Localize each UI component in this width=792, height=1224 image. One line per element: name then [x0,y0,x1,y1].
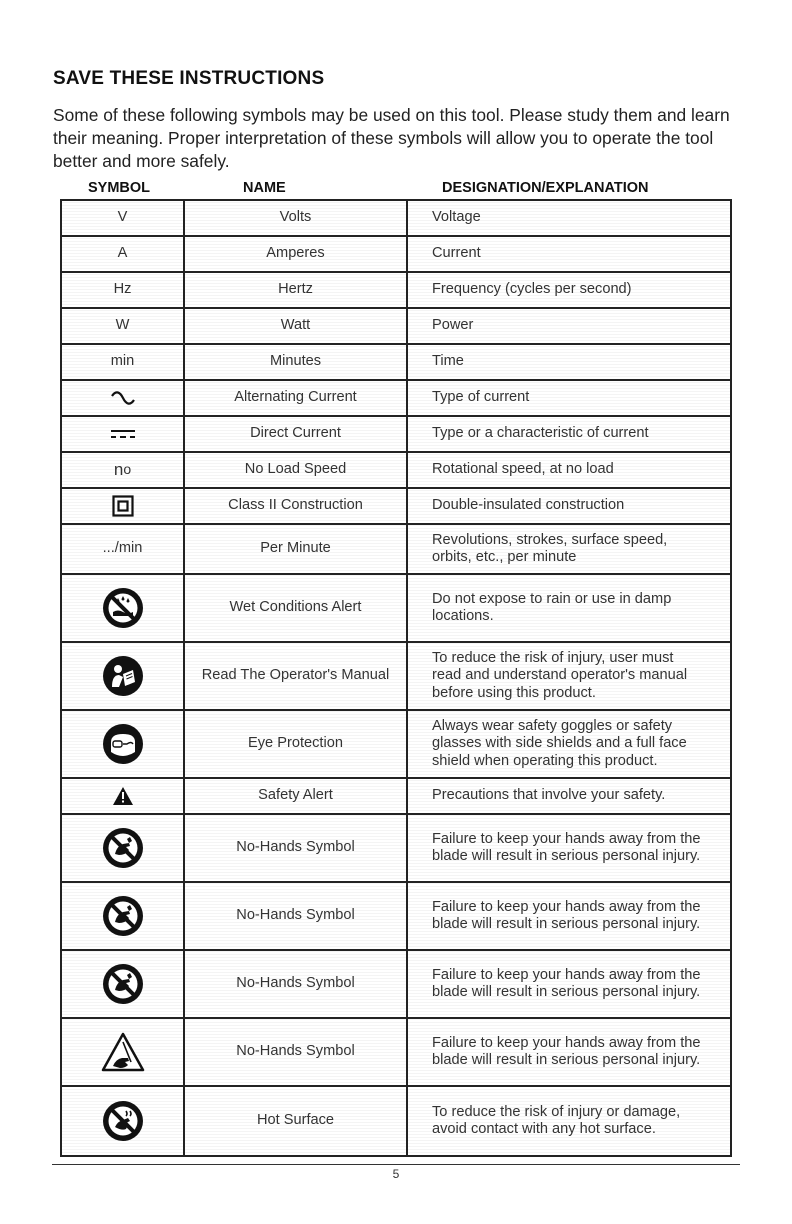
name-cell [185,779,408,813]
designation-line: Precautions that involve your safety. [432,787,666,804]
table-row [62,235,730,271]
symbol-cell [62,1019,185,1085]
designation-cell [408,489,730,523]
symbol-text: Hz [113,281,132,298]
footer-divider [52,1164,740,1165]
symbol-cell [62,417,185,451]
table-row [62,307,730,343]
symbol-text: A [117,245,128,262]
designation-line: Type of current [432,389,530,406]
no-hands-warning-icon [101,1032,145,1072]
designation-line: Power [432,317,474,334]
symbol-text: W [115,317,130,334]
name-cell [185,525,408,573]
symbol-name: Direct Current [250,425,341,442]
name-cell [185,417,408,451]
symbol-text: n [113,460,124,480]
table-row [62,487,730,523]
designation-cell [408,883,730,949]
designation-cell [408,643,730,709]
designation-cell [408,309,730,343]
designation-line: Voltage [432,209,481,226]
symbol-name: Read The Operator's Manual [201,667,390,684]
direct-current-icon [110,429,136,439]
symbol-name: Class II Construction [228,497,363,514]
header-symbol: SYMBOL [88,180,151,196]
designation-line: Current [432,245,481,262]
symbol-cell [62,345,185,379]
symbol-name: Eye Protection [248,735,343,752]
table-row [62,379,730,415]
designation-line: blade will result in serious personal injury. [432,848,701,864]
designation-cell [408,237,730,271]
page-title: SAVE THESE INSTRUCTIONS [53,68,325,89]
symbol-cell [62,575,185,641]
symbol-text: .../min [102,540,143,557]
name-cell [185,575,408,641]
designation-line: Failure to keep your hands away from the [432,966,701,983]
designation-cell [408,575,730,641]
designation-cell [408,273,730,307]
name-cell [185,453,408,487]
designation-cell [408,779,730,813]
class-ii-construction-icon [112,495,134,517]
symbol-name: No-Hands Symbol [236,907,355,924]
table-row [62,777,730,813]
symbol-text: V [117,209,128,226]
hot-surface-icon [101,1099,145,1143]
symbol-name: Minutes [269,353,322,370]
designation-line: orbits, etc., per minute [432,549,577,565]
symbol-name: Watt [280,317,311,334]
symbol-name: Alternating Current [234,389,357,406]
header-designation: DESIGNATION/EXPLANATION [442,180,649,196]
name-cell [185,1019,408,1085]
designation-cell [408,1087,730,1155]
no-hands-icon [101,962,145,1006]
designation-line: read and understand operator's manual [432,667,688,684]
table-row [62,881,730,949]
name-cell [185,711,408,777]
designation-line: Revolutions, strokes, surface speed, [432,531,668,548]
name-cell [185,815,408,881]
designation-line: blade will result in serious personal injury. [432,1052,701,1068]
symbol-cell [62,815,185,881]
name-cell [185,951,408,1017]
table-row [62,709,730,777]
symbol-name: Wet Conditions Alert [229,599,362,616]
designation-line: Failure to keep your hands away from the [432,1034,701,1051]
no-hands-icon [101,826,145,870]
symbol-cell [62,883,185,949]
table-row [62,1017,730,1085]
designation-line: blade will result in serious personal injury. [432,916,701,932]
designation-cell [408,201,730,235]
designation-cell [408,417,730,451]
symbol-cell [62,489,185,523]
designation-cell [408,951,730,1017]
symbol-cell [62,273,185,307]
table-row [62,573,730,641]
table-row [62,949,730,1017]
symbol-name: No-Hands Symbol [236,975,355,992]
eye-protection-icon [101,722,145,766]
designation-line: Rotational speed, at no load [432,461,614,478]
symbol-cell [62,779,185,813]
designation-cell [408,711,730,777]
name-cell [185,381,408,415]
designation-line: glasses with side shields and a full face [432,735,687,752]
symbol-cell [62,711,185,777]
name-cell [185,201,408,235]
name-cell [185,345,408,379]
wet-conditions-icon [101,586,145,630]
designation-line: locations. [432,608,494,624]
symbol-name: Hertz [278,281,313,298]
no-hands-icon [101,894,145,938]
name-cell [185,643,408,709]
symbol-cell [62,381,185,415]
table-row [62,343,730,379]
designation-line: avoid contact with any hot surface. [432,1121,656,1137]
symbol-name: No Load Speed [244,461,347,478]
symbol-cell [62,309,185,343]
alternating-current-icon [110,391,136,405]
symbol-text: min [110,353,135,370]
symbol-name: No-Hands Symbol [236,1043,355,1060]
symbol-cell [62,525,185,573]
symbol-name: Safety Alert [258,787,333,804]
designation-line: To reduce the risk of injury, user must [432,649,674,666]
name-cell [185,883,408,949]
designation-line: Frequency (cycles per second) [432,281,632,298]
read-manual-icon [101,654,145,698]
symbol-name: Per Minute [260,540,331,557]
table-row [62,451,730,487]
table-row [62,415,730,451]
designation-line: Failure to keep your hands away from the [432,830,701,847]
designation-line: shield when operating this product. [432,752,658,769]
designation-line: Time [432,353,464,370]
symbol-name: Volts [279,209,312,226]
symbol-cell [62,237,185,271]
table-row [62,1085,730,1155]
designation-line: before using this product. [432,684,596,701]
page-number: 5 [392,1167,400,1181]
table-row [62,523,730,573]
table-row [62,641,730,709]
name-cell [185,1087,408,1155]
symbol-name: Amperes [266,245,325,262]
designation-line: Double-insulated construction [432,497,625,514]
symbol-table [60,199,732,1157]
symbol-name: No-Hands Symbol [236,839,355,856]
symbol-cell [62,643,185,709]
designation-line: To reduce the risk of injury or damage, [432,1103,681,1120]
table-row [62,813,730,881]
designation-cell [408,453,730,487]
name-cell [185,237,408,271]
header-name: NAME [243,180,286,196]
symbol-cell [62,951,185,1017]
table-row [62,271,730,307]
designation-line: Type or a characteristic of current [432,425,649,442]
designation-line: blade will result in serious personal injury. [432,984,701,1000]
symbol-name: Hot Surface [256,1112,335,1129]
name-cell [185,273,408,307]
designation-cell [408,815,730,881]
safety-alert-icon [112,786,134,806]
designation-line: Do not expose to rain or use in damp [432,590,672,607]
symbol-cell [62,201,185,235]
symbol-subscript: o [123,461,132,478]
name-cell [185,309,408,343]
symbol-cell [62,453,185,487]
table-row [62,199,730,235]
designation-cell [408,345,730,379]
symbol-cell [62,1087,185,1155]
designation-line: Failure to keep your hands away from the [432,898,701,915]
designation-line: Always wear safety goggles or safety [432,717,673,734]
name-cell [185,489,408,523]
intro-paragraph: Some of these following symbols may be used on this tool. Please study them and learn their meaning. Proper interpretation of these symbols will allow you to operate the tool better and more safely. [53,105,730,171]
designation-cell [408,525,730,573]
designation-cell [408,1019,730,1085]
designation-cell [408,381,730,415]
